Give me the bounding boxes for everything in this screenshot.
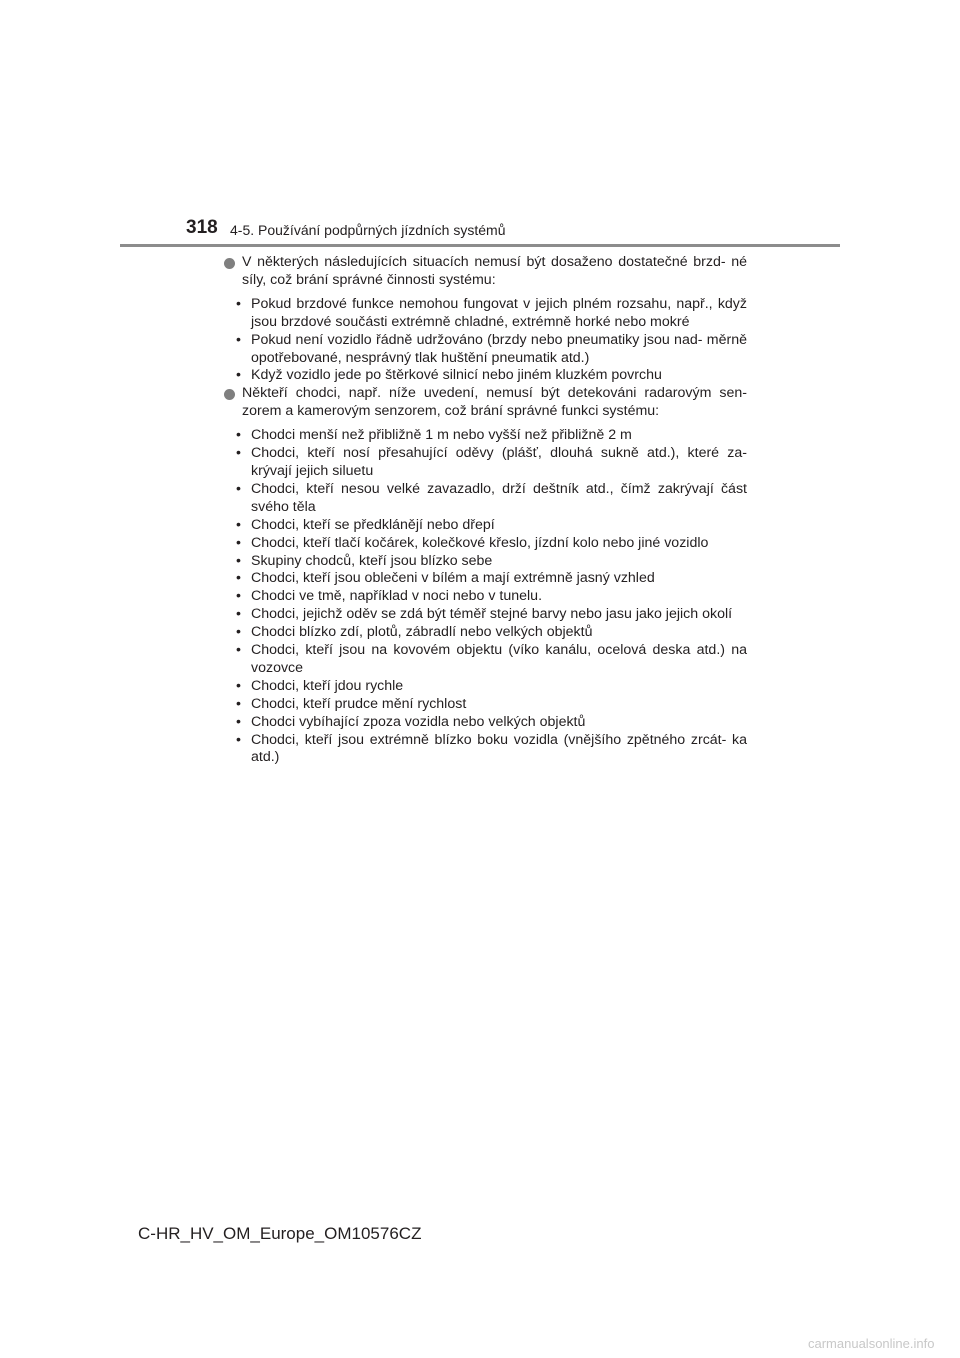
list-item: • Pokud brzdové funkce nemohou fungovat v jejich plném rozsahu, např., když jsou brzdové součásti extrémně chladné, extrémně horké nebo mokré <box>236 295 747 330</box>
list-marker: • <box>236 516 241 533</box>
list-marker: • <box>236 695 241 712</box>
bullet-intro-text: Někteří chodci, např. níže uvedení, nemusí být detekováni radarovým sen- zorem a kamerovým senzorem, což brání správné funkci systému: <box>242 385 747 420</box>
bullet-intro-text: V některých následujících situacích nemusí být dosaženo dostatečné brzd- né síly, což brání správné činnosti systému: <box>242 254 747 288</box>
list-item: • Chodci, kteří prudce mění rychlost <box>236 695 467 712</box>
list-marker: • <box>236 331 241 348</box>
list-marker: • <box>236 713 241 730</box>
list-marker: • <box>236 427 241 444</box>
list-item: • Chodci, kteří jsou extrémně blízko boku vozidla (vnějšího zpětného zrcát- ka atd.) <box>236 731 747 766</box>
sub-list <box>224 296 747 386</box>
bullet-block-braking <box>224 254 747 385</box>
list-item: • Chodci, kteří jsou na kovovém objektu (víko kanálu, ocelová deska atd.) na vozovce <box>236 642 747 676</box>
list-item: • Chodci, jejichž oděv se zdá být téměř stejné barvy nebo jasu jako jejich okolí <box>236 606 733 623</box>
page-number: 318 <box>186 217 218 238</box>
list-item: • Chodci vybíhající zpoza vozidla nebo velkých objektů <box>236 713 586 730</box>
list-item: • Když vozidlo jede po štěrkové silnicí nebo jiném kluzkém povrchu <box>236 367 662 384</box>
list-marker: • <box>236 731 241 748</box>
list-marker: • <box>236 445 241 462</box>
header-rule <box>120 244 840 247</box>
list-item: • Chodci blízko zdí, plotů, zábradlí nebo velkých objektů <box>236 624 593 641</box>
list-item: • Chodci, kteří jdou rychle <box>236 677 404 694</box>
document-code: C-HR_HV_OM_Europe_OM10576CZ <box>138 1224 422 1243</box>
list-item: • Skupiny chodců, kteří jsou blízko sebe <box>236 552 493 569</box>
list-marker: • <box>236 367 241 384</box>
list-item: • Chodci, kteří se předklánějí nebo dřepí <box>236 516 495 533</box>
list-marker: • <box>236 552 241 569</box>
list-marker: • <box>236 677 241 694</box>
list-marker: • <box>236 642 241 659</box>
watermark: carmanualsonline.info <box>808 1336 935 1351</box>
bullet-dot-icon <box>224 258 235 269</box>
bullet-block-pedestrians <box>224 385 747 767</box>
bullet-intro <box>224 385 747 421</box>
sub-list <box>224 427 747 767</box>
list-item: • Chodci menší než přibližně 1 m nebo vyšší než přibližně 2 m <box>236 427 632 444</box>
list-marker: • <box>236 606 241 623</box>
list-marker: • <box>236 588 241 605</box>
bullet-dot-icon <box>224 389 235 400</box>
list-marker: • <box>236 480 241 497</box>
list-marker: • <box>236 295 241 312</box>
list-item: • Chodci, kteří jsou oblečeni v bílém a mají extrémně jasný vzhled <box>236 570 655 587</box>
list-item: • Pokud není vozidlo řádně udržováno (brzdy nebo pneumatiky jsou nad- měrně opotřebované, nesprávný tlak huštění pneumatik atd.) <box>236 331 747 366</box>
list-marker: • <box>236 534 241 551</box>
list-marker: • <box>236 570 241 587</box>
list-marker: • <box>236 624 241 641</box>
main-content <box>224 254 747 767</box>
section-title: 4-5. Používání podpůrných jízdních systémů <box>230 222 506 238</box>
bullet-intro <box>224 254 747 290</box>
list-item: • Chodci, kteří tlačí kočárek, kolečkové křeslo, jízdní kolo nebo jiné vozidlo <box>236 534 709 551</box>
list-item: • Chodci, kteří nesou velké zavazadlo, drží deštník atd., čímž zakrývají část svého těla <box>236 480 747 515</box>
list-item: • Chodci ve tmě, například v noci nebo v tunelu. <box>236 588 543 605</box>
list-item: • Chodci, kteří nosí přesahující oděvy (plášť, dlouhá sukně atd.), které za- krývají jejich siluetu <box>236 445 747 479</box>
